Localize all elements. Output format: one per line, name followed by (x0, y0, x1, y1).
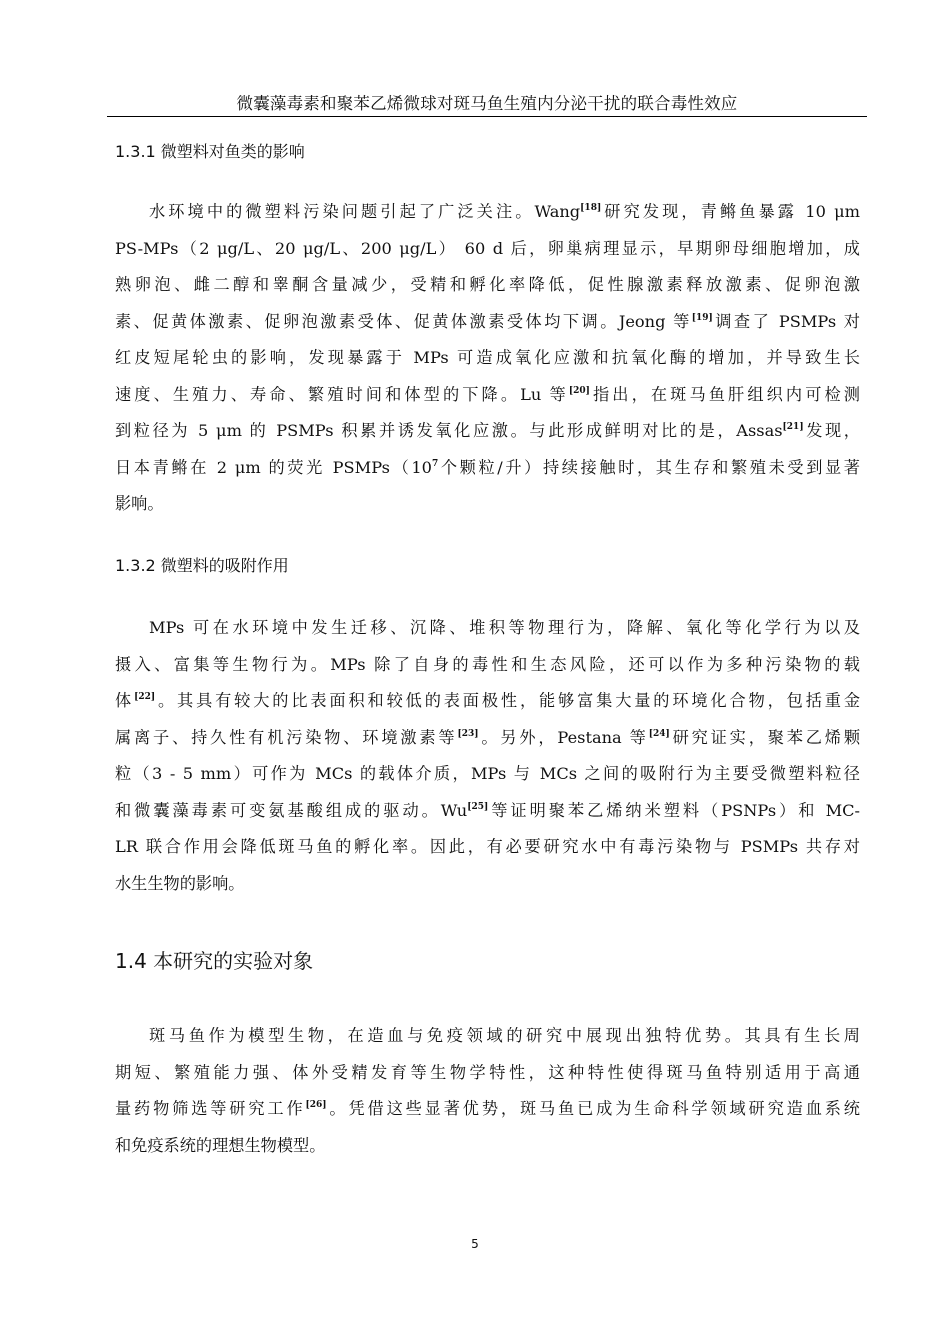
citation-25: [25] (467, 801, 489, 812)
text-line: 影响。 (115, 494, 164, 513)
text-line: 红皮短尾轮虫的影响，发现暴露于 MPs 可造成氧化应激和抗氧化酶的增加，并导致生长 (115, 348, 860, 367)
citation-26: [26] (305, 1100, 327, 1110)
citation-20: [20] (568, 385, 590, 396)
text-line: 体[22]。其具有较大的比表面积和较低的表面极性，能够富集大量的环境化合物，包括重金 (115, 691, 861, 710)
text-line: 日本青鳉在 2 μm 的荧光 $PSMPs(10^7$个颗粒/升）持续接触时，其生存和繁殖未受到显著 (115, 457, 860, 477)
running-header-title: 微囊藻毒素和聚苯乙烯微球对斑马鱼生殖内分泌干扰的联合毒性效应 (236, 94, 738, 113)
header-rule (107, 116, 867, 117)
paragraph-zebrafish-model (115, 1018, 860, 1164)
citation-19: [19] (691, 312, 713, 323)
citation-24: [24] (648, 728, 670, 739)
text-line: 到粒径为 5 μm 的 PSMPs 积累并诱发氧化应激。与此形成鲜明对比的是，Assas[21]发现， (115, 421, 860, 440)
citation-22: [22] (134, 692, 156, 702)
citation-21: [21] (782, 422, 804, 432)
section-heading-1-4: 1.4 本研究的实验对象 (115, 949, 314, 973)
text-line: 摄入、富集等生物行为。MPs 除了自身的毒性和生态风险，还可以作为多种污染物的载 (115, 654, 860, 674)
citation-18: [18] (580, 203, 602, 213)
paragraph-microplastics-fish (115, 194, 860, 523)
text-line: PS-MPs（2 μg/L、20 μg/L、200 μg/L） 60 d 后，卵巢病理显示，早期卵母细胞增加，成 (115, 238, 860, 258)
text-line: 速度、生殖力、寿命、繁殖时间和体型的下降。Lu 等[20]指出，在斑马鱼肝组织内可检测 (115, 384, 860, 404)
text-line: 属离子、持久性有机污染物、环境激素等[23]。另外，Pestana 等[24]研究证实，聚苯乙烯颗 (115, 727, 861, 747)
text-line: LR 联合作用会降低斑马鱼的孵化率。因此，有必要研究水中有毒污染物与 PSMPs 共存对 (115, 837, 860, 856)
text-line: 粒（3 - 5 mm）可作为 MCs 的载体介质，MPs 与 MCs 之间的吸附行为主要受微塑料粒径 (115, 764, 860, 783)
paragraph-microplastics-adsorption (115, 610, 860, 902)
text-line: 期短、繁殖能力强、体外受精发育等生物学特性，这种特性使得斑马鱼特别适用于高通 (115, 1062, 860, 1082)
text-line: 水生生物的影响。 (115, 873, 245, 893)
text-line: 素、促黄体激素、促卵泡激素受体、促黄体激素受体均下调。Jeong 等[19]调查了 PSMPs 对 (115, 311, 860, 331)
text-line: 和微囊藻毒素可变氨基酸组成的驱动。Wu[25]等证明聚苯乙烯纳米塑料（PSNPs）和 MC- (115, 800, 860, 820)
text-line: 熟卵泡、雌二醇和睾酮含量减少，受精和孵化率降低，促性腺激素释放激素、促卵泡激 (115, 275, 860, 294)
exponent-7: 7 (431, 458, 439, 469)
section-heading-1-3-2: 1.3.2 微塑料的吸附作用 (115, 556, 289, 575)
text-line: MPs 可在水环境中发生迁移、沉降、堆积等物理行为，降解、氧化等化学行为以及 (149, 618, 860, 637)
text-line: 和免疫系统的理想生物模型。 (115, 1135, 326, 1155)
citation-23: [23] (457, 728, 479, 739)
text-line: 量药物筛选等研究工作[26]。凭借这些显著优势，斑马鱼已成为生命科学领域研究造血系统 (115, 1099, 860, 1118)
text-line: 斑马鱼作为模型生物，在造血与免疫领域的研究中展现出独特优势。其具有生长周 (149, 1026, 860, 1045)
section-heading-1-3-1: 1.3.1 微塑料对鱼类的影响 (115, 142, 305, 161)
page-number: 5 (471, 1237, 479, 1251)
text-line: 水环境中的微塑料污染问题引起了广泛关注。Wang[18]研究发现，青鳉鱼暴露 10 μm (149, 202, 860, 221)
